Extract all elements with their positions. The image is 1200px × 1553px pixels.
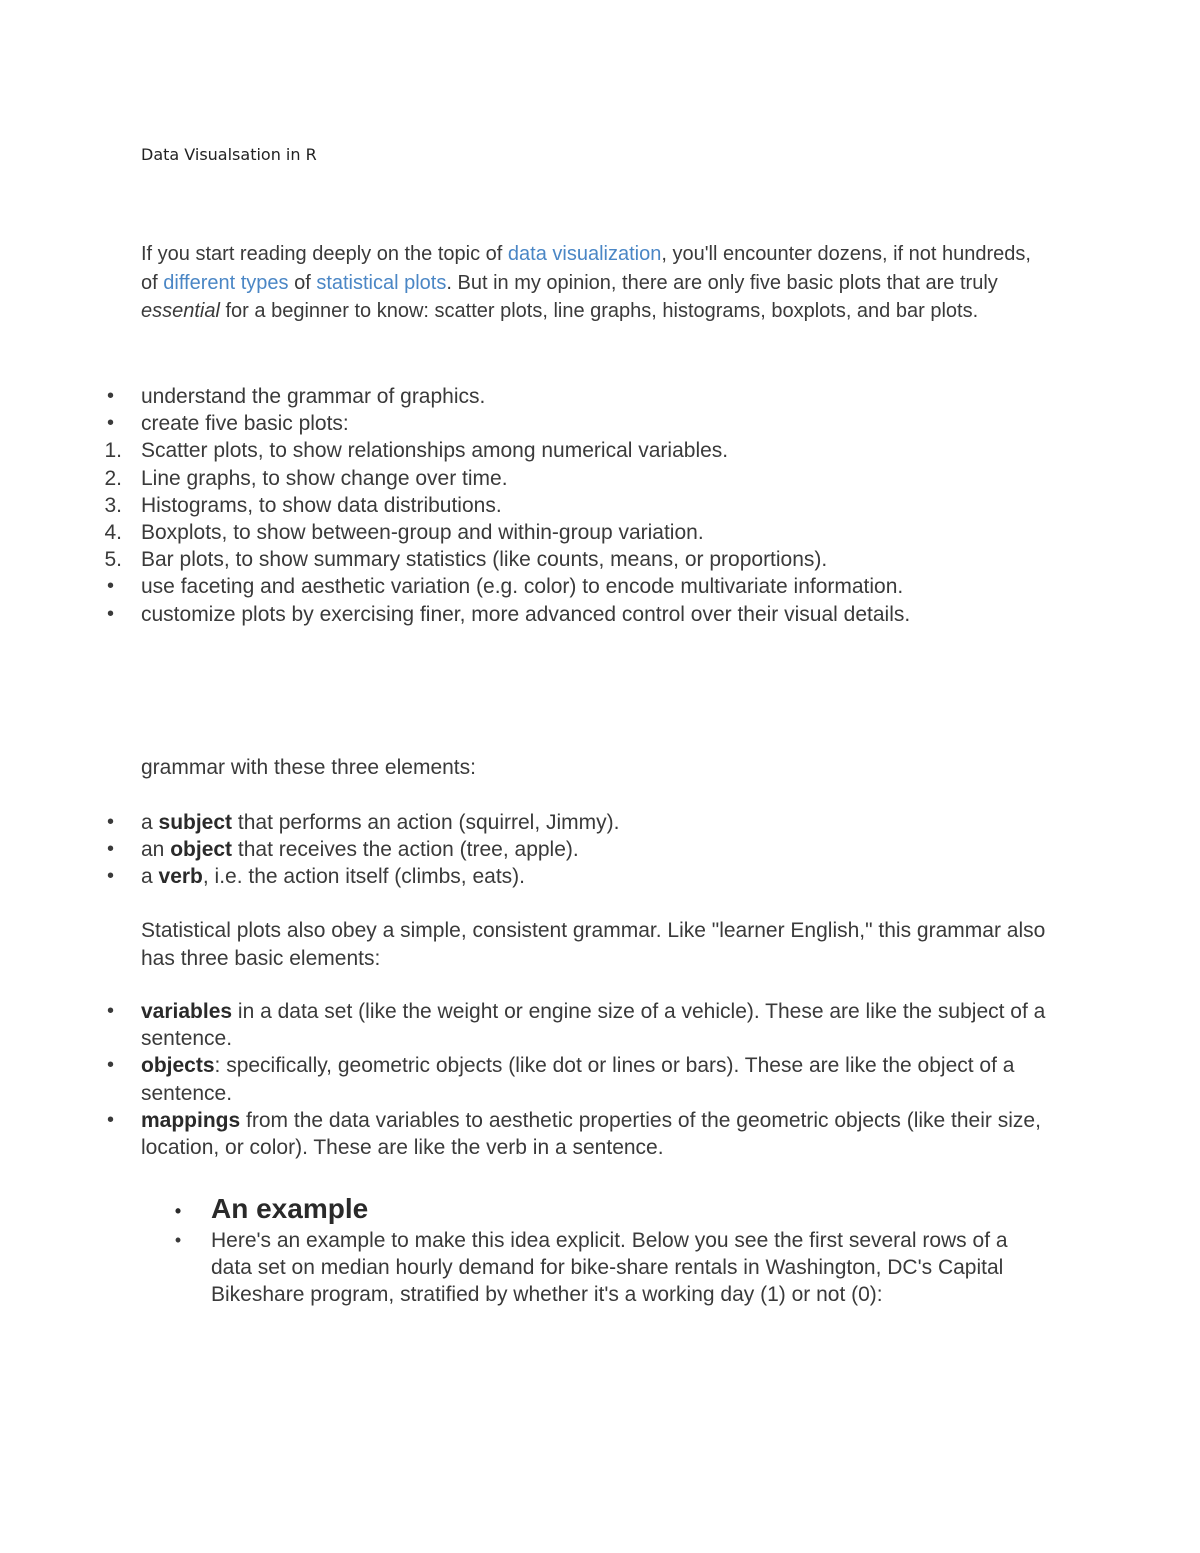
intro-text-3: of (288, 271, 317, 294)
example-section (0, 1191, 1031, 1309)
statistical-grammar-paragraph: Statistical plots also obey a simple, consistent grammar. Like "learner English," this grammar also has three basic elements: (141, 919, 1046, 970)
list-item-text: in a data set (like the weight or engine size of a vehicle). These are like the subject of a sentence. (141, 1000, 1046, 1051)
list-item (0, 1052, 1061, 1106)
list-item-text: use faceting and aesthetic variation (e.g. color) to encode multivariate information. (141, 575, 904, 599)
list-item-bold: object (170, 838, 233, 862)
intro-paragraph (141, 240, 1041, 326)
list-item-bold: subject (158, 811, 233, 834)
list-item (0, 519, 910, 546)
list-item (0, 383, 910, 410)
grammar-elements-list (0, 809, 620, 891)
list-marker: 3. (104, 493, 122, 517)
plot-elements-list (0, 998, 1061, 1161)
list-item-text: Histograms, to show data distributions. (141, 493, 502, 517)
list-item-bold: verb (158, 865, 203, 889)
intro-text-5: for a beginner to know: scatter plots, line graphs, histograms, boxplots, and bar plots. (219, 300, 979, 322)
list-item (0, 836, 620, 863)
list-item-text (141, 998, 1061, 1052)
example-heading: An example (211, 1193, 369, 1224)
list-marker: • (106, 811, 114, 833)
list-item-text: Boxplots, to show between-group and within-group variation. (141, 520, 704, 544)
document-title: Data Visualsation in R (141, 145, 317, 164)
list-item-text: a (141, 865, 159, 889)
list-item (0, 573, 910, 600)
list-item (0, 492, 910, 519)
list-item-bold: mappings (141, 1108, 241, 1132)
example-heading-item (0, 1191, 1031, 1227)
list-marker: • (106, 865, 114, 888)
list-item-text: a (141, 811, 159, 834)
list-item-text: create five basic plots: (141, 412, 349, 436)
list-item (0, 809, 620, 836)
list-item (0, 601, 910, 628)
intro-text-4: . But in my opinion, there are only five basic plots that are truly (446, 271, 998, 294)
intro-text-1: If you start reading deeply on the topic of (141, 243, 508, 265)
objectives-list (0, 383, 910, 628)
list-item (0, 465, 910, 492)
list-item (0, 546, 910, 573)
list-item (0, 998, 1061, 1052)
list-item-text: , i.e. the action itself (climbs, eats). (202, 865, 525, 889)
list-marker: • (106, 385, 114, 407)
example-body-item (0, 1227, 1031, 1309)
list-item (0, 410, 910, 437)
list-marker: • (106, 1108, 114, 1131)
list-marker: • (106, 575, 114, 598)
intro-emphasis: essential (141, 300, 220, 322)
link-data-visualization[interactable]: data visualization (507, 243, 662, 265)
list-marker: • (106, 838, 114, 861)
list-marker: 2. (104, 466, 122, 490)
list-item-text: Bar plots, to show summary statistics (like counts, means, or proportions). (141, 548, 828, 572)
list-item (0, 1107, 1061, 1161)
list-item-text: from the data variables to aesthetic properties of the geometric objects (like their size, location, or color). These are like the verb in a sentence. (141, 1108, 1041, 1160)
list-item-text: Line graphs, to show change over time. (141, 466, 508, 490)
list-item-text: customize plots by exercising finer, more advanced control over their visual details. (141, 602, 911, 626)
list-item-text (141, 1052, 1061, 1106)
list-marker: • (174, 1230, 182, 1250)
list-item-text: that performs an action (squirrel, Jimmy). (232, 811, 620, 834)
list-item-bold: objects (141, 1054, 215, 1078)
list-item-text: that receives the action (tree, apple). (232, 838, 579, 862)
list-marker: • (174, 1201, 182, 1221)
list-marker: • (106, 412, 114, 435)
grammar-intro: grammar with these three elements: (141, 756, 476, 779)
list-item (0, 437, 910, 464)
list-marker: • (106, 1054, 114, 1077)
list-item-bold: variables (141, 1000, 233, 1023)
list-item-text: Scatter plots, to show relationships among numerical variables. (141, 439, 729, 463)
list-item-text: an (141, 838, 171, 862)
list-item (0, 863, 620, 890)
list-item-text: : specifically, geometric objects (like dot or lines or bars). These are like the object of a sentence. (141, 1054, 1015, 1105)
list-marker: 4. (104, 520, 122, 544)
list-marker: 5. (104, 548, 122, 572)
list-marker: 1. (104, 439, 122, 463)
intro-text-2: , you'll encounter dozens, if not hundreds, of (141, 243, 1031, 294)
list-item-text (141, 1107, 1061, 1161)
list-marker: • (106, 1000, 114, 1022)
example-body: Here's an example to make this idea explicit. Below you see the first several rows of a data set on median hourly demand for bike-share rentals in Washington, DC's Capital Bikeshare program, stratified by whether it's a working day (1) or not (0): (211, 1229, 1008, 1307)
list-marker: • (106, 602, 114, 625)
list-item-text: understand the grammar of graphics. (141, 385, 486, 408)
link-statistical-plots[interactable]: statistical plots (316, 271, 447, 294)
link-different-types[interactable]: different types (163, 271, 289, 294)
